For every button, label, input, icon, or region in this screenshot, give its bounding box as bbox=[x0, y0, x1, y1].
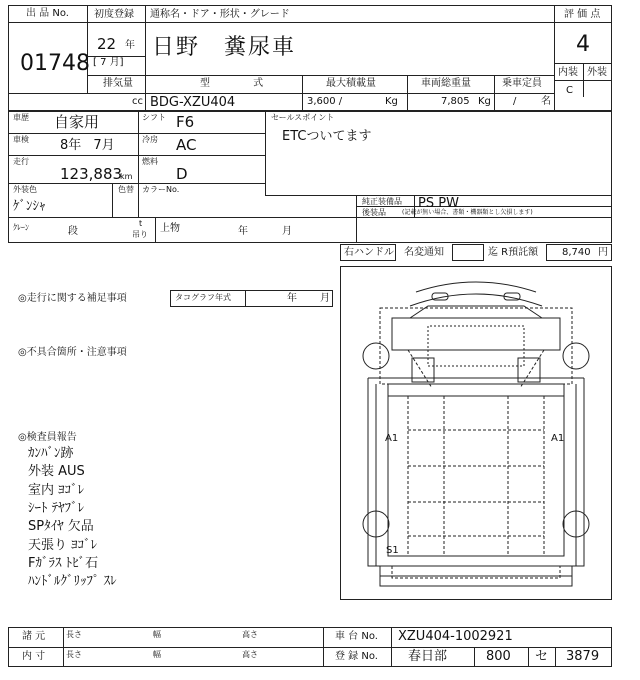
tachograph-year: 年 bbox=[287, 293, 297, 304]
exterior-label: 外装 bbox=[587, 67, 607, 78]
equipment-label: 純正装備品 bbox=[362, 197, 402, 206]
tachograph-label: タコグラフ年式 bbox=[175, 293, 231, 302]
inspector-note: Fｶﾞﾗｽ ﾄﾋﾞ石 bbox=[28, 556, 99, 571]
capacity-label: 乗車定員 bbox=[502, 78, 542, 89]
displacement-label: 排気量 bbox=[103, 78, 133, 89]
displacement-unit: cc bbox=[132, 96, 143, 107]
ac-label: 冷房 bbox=[142, 135, 158, 144]
gvw-value: 7,805 bbox=[441, 96, 470, 107]
crane-stage: 段 bbox=[68, 226, 78, 237]
sales-point-label: セールスポイント bbox=[271, 113, 335, 122]
crane-label: ｸﾚｰﾝ bbox=[13, 223, 29, 232]
chassis-number: XZU404-1002921 bbox=[398, 629, 513, 644]
aftermarket-label: 後装品 bbox=[362, 208, 386, 217]
crane-ton: t bbox=[139, 219, 143, 228]
upper-body-month: 月 bbox=[282, 226, 292, 237]
mileage-label: 走行 bbox=[13, 157, 29, 166]
name-change-label: 名変通知 bbox=[404, 247, 444, 258]
max-load-value: 3,600 / bbox=[307, 96, 343, 107]
rear-damage-mark: S1 bbox=[386, 545, 399, 556]
lot-number: 01748 bbox=[20, 51, 90, 76]
fuel-label: 燃料 bbox=[142, 157, 158, 166]
crane-lift: 吊り bbox=[132, 230, 148, 239]
left-side-damage-mark: A1 bbox=[385, 433, 399, 444]
inspector-note: ﾊﾝﾄﾞﾙｸﾞﾘｯﾌﾟ ｽﾚ bbox=[28, 574, 117, 589]
inspector-note: ｶﾝﾊﾞﾝ跡 bbox=[28, 446, 74, 461]
registration-class: 800 bbox=[486, 649, 511, 664]
first-reg-year: 22 bbox=[97, 35, 117, 53]
max-load-label: 最大積載量 bbox=[326, 78, 376, 89]
capacity-value: / bbox=[513, 96, 517, 107]
color-label: 外装色 bbox=[13, 185, 37, 194]
interior-label: 内装 bbox=[558, 67, 578, 78]
tachograph-month: 月 bbox=[320, 293, 330, 304]
truck-outline-diagram bbox=[340, 266, 612, 600]
mileage-unit: km bbox=[120, 172, 133, 181]
deposit-unit: 円 bbox=[598, 247, 608, 258]
lot-label: 出 品 No. bbox=[26, 8, 69, 19]
deposit-label: 迄 R預託額 bbox=[488, 247, 539, 258]
gvw-label: 車両総重量 bbox=[421, 78, 471, 89]
capacity-unit: 名 bbox=[541, 96, 551, 107]
deposit-value: 8,740 bbox=[562, 247, 591, 258]
interior-grade: C bbox=[566, 85, 573, 96]
chassis-label: 車 台 No. bbox=[335, 631, 378, 642]
inner-length-label: 長さ bbox=[66, 650, 82, 659]
aftermarket-note: (記載が無い場合、書類・機器類とし欠損します) bbox=[402, 209, 533, 216]
name-change-box bbox=[452, 244, 484, 261]
inspector-note: ｼｰﾄ ﾃﾔﾌﾞﾚ bbox=[28, 501, 85, 516]
upper-body-label: 上物 bbox=[160, 223, 180, 234]
inspector-report-label: ◎検査員報告 bbox=[18, 432, 77, 443]
overall-grade: 4 bbox=[576, 32, 590, 57]
model-label: 型 式 bbox=[200, 78, 264, 89]
inspector-note: 天張り ﾖｺﾞﾚ bbox=[28, 538, 98, 553]
gvw-unit: Kg bbox=[478, 96, 491, 107]
inspector-note: 外装 AUS bbox=[28, 464, 85, 479]
inspection-value: 8年 7月 bbox=[60, 138, 115, 153]
inspection-label: 車検 bbox=[13, 135, 29, 144]
inner-width-label: 幅 bbox=[153, 650, 161, 659]
driving-notes-label: ◎走行に関する補足事項 bbox=[18, 293, 127, 304]
spec-row-label: 諸 元 bbox=[22, 631, 46, 642]
sales-point-text: ETCついてます bbox=[282, 129, 372, 144]
first-reg-label: 初度登録 bbox=[94, 9, 134, 20]
inspector-note: 室内 ﾖｺﾞﾚ bbox=[28, 483, 85, 498]
mileage-value: 123,883 bbox=[60, 165, 123, 183]
car-name: 日野 糞尿車 bbox=[152, 35, 297, 60]
car-name-label: 通称名・ドア・形状・グレード bbox=[150, 9, 290, 20]
defects-label: ◎不具合箇所・注意事項 bbox=[18, 347, 127, 358]
first-reg-year-unit: 年 bbox=[125, 40, 135, 51]
spec-length-label: 長さ bbox=[66, 630, 82, 639]
color-change-label: 色替 bbox=[118, 185, 134, 194]
ac-value: AC bbox=[176, 136, 197, 154]
registration-area: 春日部 bbox=[408, 649, 448, 664]
spec-height-label: 高さ bbox=[242, 630, 258, 639]
inner-row-label: 内 寸 bbox=[22, 651, 46, 662]
registration-label: 登 録 No. bbox=[335, 651, 378, 662]
history-label: 車歴 bbox=[13, 113, 29, 122]
fuel-value: D bbox=[176, 165, 188, 183]
inspector-note: SPﾀｲﾔ 欠品 bbox=[28, 519, 94, 534]
shift-value: F6 bbox=[176, 113, 195, 131]
upper-body-year: 年 bbox=[238, 226, 248, 237]
max-load-unit: Kg bbox=[385, 96, 398, 107]
inner-height-label: 高さ bbox=[242, 650, 258, 659]
spec-width-label: 幅 bbox=[153, 630, 161, 639]
right-side-damage-mark: A1 bbox=[551, 433, 565, 444]
model-code: BDG-XZU404 bbox=[150, 95, 236, 110]
registration-number: 3879 bbox=[566, 649, 600, 664]
handle-value: 右ハンドル bbox=[344, 247, 394, 258]
registration-kana: セ bbox=[535, 649, 549, 664]
color-value: ｹﾞﾝｼｬ bbox=[13, 199, 46, 214]
first-reg-month: [ 7 月] bbox=[93, 57, 124, 68]
color-code-label: カラーNo. bbox=[142, 185, 180, 194]
grade-label: 評 価 点 bbox=[564, 9, 601, 20]
shift-label: シフト bbox=[142, 113, 166, 122]
equipment-value: PS PW bbox=[418, 196, 459, 211]
history-value: 自家用 bbox=[54, 113, 100, 131]
